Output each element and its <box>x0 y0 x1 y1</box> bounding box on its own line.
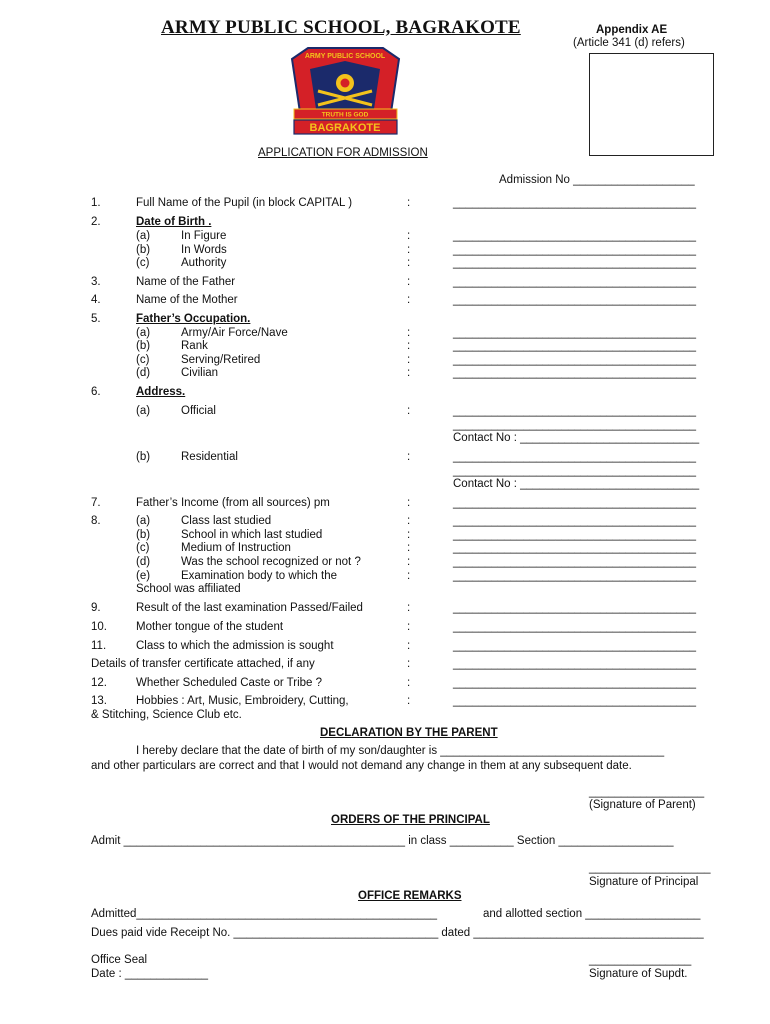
row-label: In Figure <box>181 230 227 242</box>
row-sub-index: (a) <box>136 327 151 339</box>
row-number: 11. <box>91 640 107 652</box>
row-colon: : <box>407 677 411 689</box>
row-label: Medium of Instruction <box>181 542 291 554</box>
row-answer-line[interactable]: ______________________________________ <box>453 465 697 477</box>
row-answer-line[interactable]: ______________________________________ <box>453 276 697 288</box>
row-colon: : <box>407 294 411 306</box>
admission-no-field[interactable]: Admission No ___________________ <box>499 174 695 186</box>
principal-signature-line[interactable]: ___________________ <box>589 862 711 874</box>
row-colon: : <box>407 244 411 256</box>
row-label: School was affiliated <box>136 583 241 595</box>
row-answer-line[interactable]: ______________________________________ <box>453 640 697 652</box>
row-label: Date of Birth . <box>136 216 212 228</box>
row-number: 13. <box>91 695 107 707</box>
contact-no-field[interactable]: Contact No : ____________________________ <box>453 432 700 444</box>
principal-heading: ORDERS OF THE PRINCIPAL <box>331 814 490 826</box>
row-answer-line[interactable]: ______________________________________ <box>453 529 697 541</box>
appendix-label: Appendix AE <box>596 24 668 36</box>
row-sub-index: (a) <box>136 515 151 527</box>
row-colon: : <box>407 658 411 670</box>
row-label: Whether Scheduled Caste or Tribe ? <box>136 677 323 689</box>
row-answer-line[interactable]: ______________________________________ <box>453 556 697 568</box>
svg-text:BAGRAKOTE: BAGRAKOTE <box>309 122 381 134</box>
row-number: 2. <box>91 216 101 228</box>
row-sub-index: (b) <box>136 244 151 256</box>
row-label: School in which last studied <box>181 529 323 541</box>
row-answer-line[interactable]: ______________________________________ <box>453 367 697 379</box>
row-number: 4. <box>91 294 101 306</box>
parent-signature-label: (Signature of Parent) <box>589 799 696 811</box>
row-answer-line[interactable]: ______________________________________ <box>453 354 697 366</box>
row-label: Authority <box>181 257 227 269</box>
office-heading: OFFICE REMARKS <box>358 890 462 902</box>
row-colon: : <box>407 497 411 509</box>
row-sub-index: (d) <box>136 556 151 568</box>
row-label: Official <box>181 405 216 417</box>
row-answer-line[interactable]: ______________________________________ <box>453 621 697 633</box>
row-colon: : <box>407 276 411 288</box>
row-answer-line[interactable]: ______________________________________ <box>453 451 697 463</box>
row-answer-line[interactable]: ______________________________________ <box>453 602 697 614</box>
row-sub-index: (c) <box>136 257 150 269</box>
row-colon: : <box>407 367 411 379</box>
row-sub-index: (e) <box>136 570 151 582</box>
row-answer-line[interactable]: ______________________________________ <box>453 340 697 352</box>
date-line[interactable]: Date : _____________ <box>91 968 209 980</box>
row-colon: : <box>407 556 411 568</box>
row-number: 12. <box>91 677 107 689</box>
declaration-heading: DECLARATION BY THE PARENT <box>320 727 498 739</box>
row-colon: : <box>407 515 411 527</box>
admitted-line[interactable]: Admitted_______________________________________________ <box>91 908 437 920</box>
row-answer-line[interactable]: ______________________________________ <box>453 294 697 306</box>
school-title: ARMY PUBLIC SCHOOL, BAGRAKOTE <box>161 17 521 38</box>
row-answer-line[interactable]: ______________________________________ <box>453 197 697 209</box>
principal-signature-label: Signature of Principal <box>589 876 699 888</box>
row-sub-index: (c) <box>136 542 150 554</box>
row-sub-index: (b) <box>136 529 151 541</box>
row-label: Name of the Mother <box>136 294 238 306</box>
row-colon: : <box>407 257 411 269</box>
row-colon: : <box>407 640 411 652</box>
row-number: 1. <box>91 197 101 209</box>
row-number: 9. <box>91 602 101 614</box>
admit-line[interactable]: Admit ____________________________________________ in class __________ Section __________________ <box>91 835 674 847</box>
row-colon: : <box>407 542 411 554</box>
row-number: 6. <box>91 386 101 398</box>
row-label: Examination body to which the <box>181 570 337 582</box>
svg-text:TRUTH IS GOD: TRUTH IS GOD <box>321 111 369 119</box>
dues-line[interactable]: Dues paid vide Receipt No. ________________________________ dated ____________________________________ <box>91 927 704 939</box>
row-number: 3. <box>91 276 101 288</box>
row-answer-line[interactable]: ______________________________________ <box>453 570 697 582</box>
contact-no-field[interactable]: Contact No : ____________________________ <box>453 478 700 490</box>
row-answer-line[interactable]: ______________________________________ <box>453 230 697 242</box>
form-heading: APPLICATION FOR ADMISSION <box>258 147 428 159</box>
row-colon: : <box>407 327 411 339</box>
row-sub-index: (b) <box>136 340 151 352</box>
row-sub-index: (c) <box>136 354 150 366</box>
row-colon: : <box>407 695 411 707</box>
row-answer-line[interactable]: ______________________________________ <box>453 677 697 689</box>
row-answer-line[interactable]: ______________________________________ <box>453 257 697 269</box>
row-answer-line[interactable]: ______________________________________ <box>453 515 697 527</box>
row-label: & Stitching, Science Club etc. <box>91 709 242 721</box>
row-sub-index: (b) <box>136 451 151 463</box>
declaration-line-1[interactable]: I hereby declare that the date of birth of my son/daughter is ___________________________________ <box>136 745 665 757</box>
office-seal-label: Office Seal <box>91 954 148 966</box>
row-sub-index: (a) <box>136 405 151 417</box>
article-ref: (Article 341 (d) refers) <box>573 37 685 49</box>
row-label: Rank <box>181 340 208 352</box>
row-number: 5. <box>91 313 101 325</box>
row-label: In Words <box>181 244 227 256</box>
row-label: Class last studied <box>181 515 272 527</box>
row-label: Class to which the admission is sought <box>136 640 334 652</box>
school-logo <box>288 45 403 137</box>
row-label: Was the school recognized or not ? <box>181 556 361 568</box>
row-label: Details of transfer certificate attached, if any <box>91 658 315 670</box>
row-label: Serving/Retired <box>181 354 261 366</box>
row-label: Residential <box>181 451 238 463</box>
row-label: Hobbies : Art, Music, Embroidery, Cutting, <box>136 695 349 707</box>
row-answer-line[interactable]: ______________________________________ <box>453 542 697 554</box>
row-label: Mother tongue of the student <box>136 621 284 633</box>
row-answer-line[interactable]: ______________________________________ <box>453 695 697 707</box>
declaration-line-2: and other particulars are correct and that I would not demand any change in them at any subsequent date. <box>91 760 632 772</box>
row-colon: : <box>407 451 411 463</box>
row-number: 10. <box>91 621 107 633</box>
allotted-section-line[interactable]: and allotted section __________________ <box>483 908 701 920</box>
row-answer-line[interactable]: ______________________________________ <box>453 419 697 431</box>
row-answer-line[interactable]: ______________________________________ <box>453 405 697 417</box>
row-colon: : <box>407 354 411 366</box>
row-sub-index: (a) <box>136 230 151 242</box>
row-colon: : <box>407 621 411 633</box>
row-colon: : <box>407 230 411 242</box>
row-colon: : <box>407 602 411 614</box>
row-label: Father’s Occupation. <box>136 313 251 325</box>
row-number: 7. <box>91 497 101 509</box>
row-colon: : <box>407 570 411 582</box>
row-colon: : <box>407 529 411 541</box>
row-answer-line[interactable]: ______________________________________ <box>453 497 697 509</box>
row-colon: : <box>407 197 411 209</box>
row-answer-line[interactable]: ______________________________________ <box>453 244 697 256</box>
row-colon: : <box>407 340 411 352</box>
row-label: Civilian <box>181 367 219 379</box>
row-colon: : <box>407 405 411 417</box>
row-label: Address. <box>136 386 186 398</box>
row-label: Name of the Father <box>136 276 236 288</box>
supdt-signature-line[interactable]: ________________ <box>589 954 692 966</box>
photo-box[interactable] <box>589 53 714 156</box>
row-sub-index: (d) <box>136 367 151 379</box>
row-label: Army/Air Force/Nave <box>181 327 288 339</box>
row-number: 8. <box>91 515 101 527</box>
row-answer-line[interactable]: ______________________________________ <box>453 658 697 670</box>
parent-signature-line[interactable]: __________________ <box>589 786 705 798</box>
row-label: Full Name of the Pupil (in block CAPITAL ) <box>136 197 353 209</box>
svg-text:ARMY PUBLIC SCHOOL: ARMY PUBLIC SCHOOL <box>304 53 386 60</box>
row-label: Result of the last examination Passed/Failed <box>136 602 363 614</box>
row-answer-line[interactable]: ______________________________________ <box>453 327 697 339</box>
row-label: Father’s Income (from all sources) pm <box>136 497 330 509</box>
supdt-signature-label: Signature of Supdt. <box>589 968 688 980</box>
